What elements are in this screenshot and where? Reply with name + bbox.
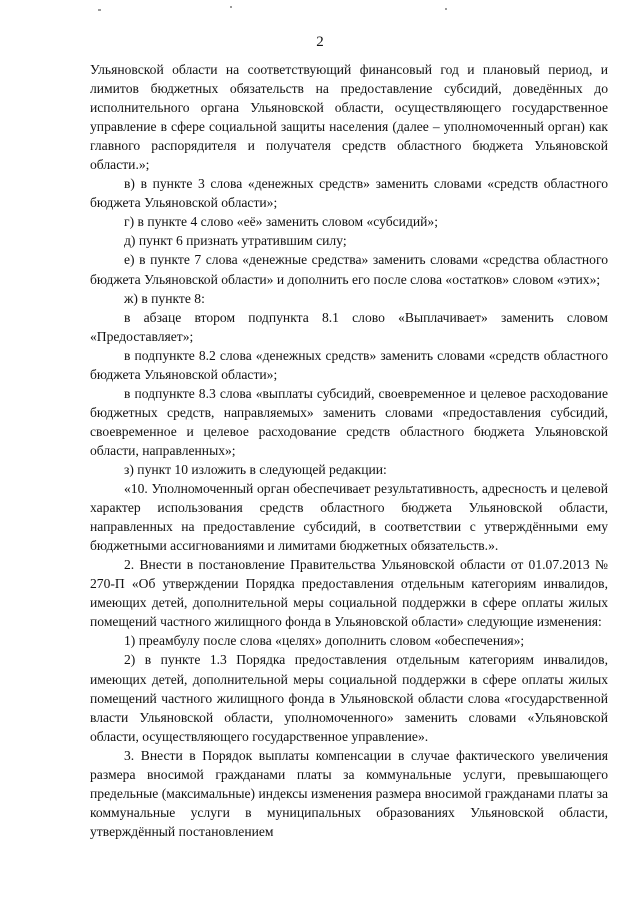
paragraph-subitem-8-1: в абзаце втором подпункта 8.1 слово «Выплачивает» заменить словом «Предоставляет»;: [90, 309, 608, 344]
paragraph-section-3: 3. Внести в Порядок выплаты компенсации в случае фактического увеличения размера вносимой гражданами платы за коммунальные услуги, превышающего предельные (максимальные) индексы изменения размера вносимой гражданами платы за коммунальные услуги в муниципальных образованиях Ульяновской области, утверждённый постановлением: [90, 747, 608, 839]
scan-mark: [445, 8, 447, 10]
paragraph-section-2-item-2: 2) в пункте 1.3 Порядка предоставления отдельным категориям инвалидов, имеющих детей, дополнительной меры социальной поддержки в сфере оплаты жилых помещений частного жилищного фонда в Ульяновской области слова «государственной власти Ульяновской области, уполномоченного» заменить словами «Ульяновской области, осуществляющего государственное управление».: [90, 652, 608, 744]
paragraph-section-2: 2. Внести в постановление Правительства Ульяновской области от 01.07.2013 № 270-П «Об утверждении Порядка предоставления отдельным категориям инвалидов, имеющих детей, дополнительной меры социальной поддержки в сфере оплаты жилых помещений частного жилищного фонда в Ульяновской области» следующие изменения:: [90, 557, 608, 630]
paragraph-item-e: е) в пункте 7 слова «денежные средства» заменить словами «средства областного бюджета Ульяновской области» и дополнить его после слова «остатков» словом «этих»;: [90, 252, 608, 287]
paragraph-subitem-8-2: в подпункте 8.2 слова «денежных средств» заменить словами «средств областного бюджета Ульяновской области»;: [90, 347, 608, 382]
paragraph-section-2-item-1: 1) преамбулу после слова «целях» дополнить словом «обеспечения»;: [124, 633, 525, 649]
scan-mark: [230, 6, 232, 8]
page-number: 2: [316, 34, 324, 50]
document-body: [90, 60, 608, 841]
paragraph-item-g: г) в пункте 4 слово «её» заменить словом «субсидий»;: [124, 214, 438, 230]
paragraph-quote-10: «10. Уполномоченный орган обеспечивает результативность, адресность и целевой характер использования средств областного бюджета Ульяновской области, направленных на предоставление субсидий, в соответствии с утверждёнными ему бюджетными ассигнованиями и лимитами бюджетных обязательств.».: [90, 481, 608, 554]
paragraph-subitem-8-3: в подпункте 8.3 слова «выплаты субсидий, своевременное и целевое расходование бюджетных средств, направляемых» заменить словами «предоставления субсидий, своевременное и целевое расходование средств областного бюджета Ульяновской области, направленных»;: [90, 385, 608, 458]
paragraph-continuation: Ульяновской области на соответствующий финансовый год и плановый период, и лимитов бюджетных обязательств на предоставление субсидий, доведённых до исполнительного органа Ульяновской области, осуществляющего государственное управление в сфере социальной защиты населения (далее – уполномоченный орган) как главного распорядителя и получателя средств областного бюджета Ульяновской области.»;: [90, 62, 608, 173]
paragraph-item-z: з) пункт 10 изложить в следующей редакции:: [124, 461, 387, 477]
paragraph-item-zh: ж) в пункте 8:: [124, 290, 205, 306]
scan-mark: [98, 9, 101, 11]
paragraph-item-d: д) пункт 6 признать утратившим силу;: [124, 233, 347, 249]
paragraph-item-v: в) в пункте 3 слова «денежных средств» заменить словами «средств областного бюджета Ульяновской области»;: [90, 176, 608, 211]
